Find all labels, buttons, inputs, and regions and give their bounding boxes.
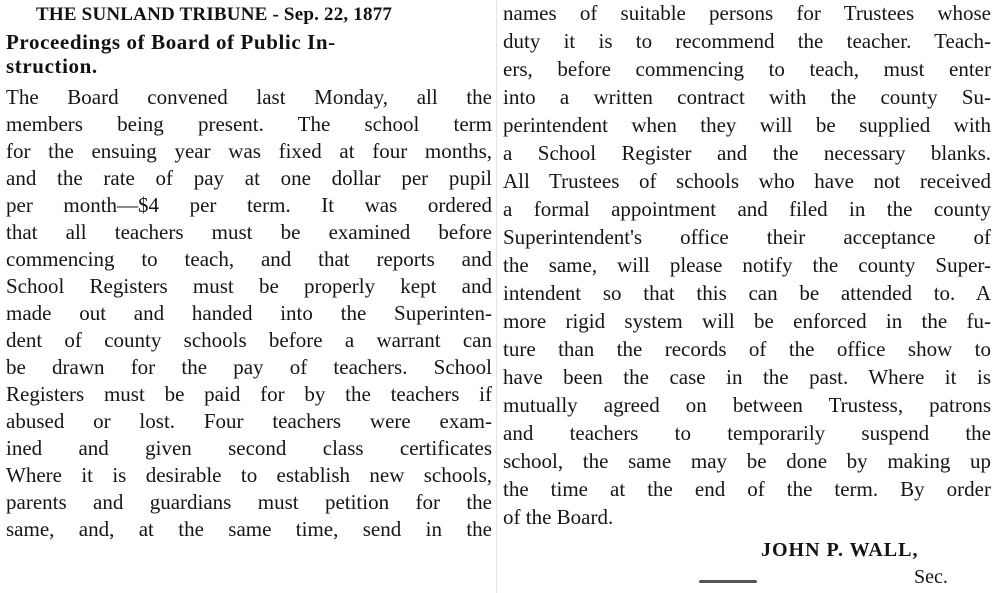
masthead: THE SUNLAND TRIBUNE - Sep. 22, 1877 — [36, 4, 393, 25]
text-line: the time at the end of the term. By order — [503, 477, 991, 501]
text-line: have been the case in the past. Where it is — [503, 365, 991, 389]
text-line: Superintendent's office their acceptance of — [503, 225, 991, 249]
ink-smudge — [699, 580, 757, 583]
headline-line: struction. — [6, 54, 98, 78]
text-line: parents and guardians must petition for the — [6, 490, 492, 514]
text-line: School Registers must be properly kept and — [6, 274, 492, 298]
text-line: intendent so that this can be attended to. A — [503, 281, 991, 305]
text-line: ined and given second class certificates — [6, 436, 492, 460]
text-line: ers, before commencing to teach, must enter — [503, 57, 991, 81]
text-line: abused or lost. Four teachers were exam- — [6, 409, 492, 433]
text-line: more rigid system will be enforced in the fu- — [503, 309, 991, 333]
text-line: per month—$4 per term. It was ordered — [6, 193, 492, 217]
signature-name: JOHN P. WALL, — [761, 539, 919, 561]
text-line: be drawn for the pay of teachers. School — [6, 355, 492, 379]
text-line: members being present. The school term — [6, 112, 492, 136]
text-line: made out and handed into the Superinten- — [6, 301, 492, 325]
article-headline — [6, 30, 492, 78]
text-line: Registers must be paid for by the teachers if — [6, 382, 492, 406]
text-line: same, and, at the same time, send in the — [6, 517, 492, 541]
text-line: a School Register and the necessary blanks. — [503, 141, 991, 165]
text-line: for the ensuing year was fixed at four months, — [6, 139, 492, 163]
text-line: and teachers to temporarily suspend the — [503, 421, 991, 445]
text-line: of the Board. — [503, 505, 614, 529]
headline-line: Proceedings of Board of Public In- — [6, 30, 336, 54]
text-line: into a written contract with the county Su- — [503, 85, 991, 109]
text-line: a formal appointment and filed in the county — [503, 197, 991, 221]
text-line: All Trustees of schools who have not received — [503, 169, 991, 193]
text-line: dent of county schools before a warrant can — [6, 328, 492, 352]
text-line: school, the same may be done by making up — [503, 449, 991, 473]
text-line: that all teachers must be examined before — [6, 220, 492, 244]
text-line: ture than the records of the office show to — [503, 337, 991, 361]
text-line: the same, will please notify the county Super- — [503, 253, 991, 277]
left-column — [6, 0, 492, 593]
text-line: mutually agreed on between Trustess, patrons — [503, 393, 991, 417]
text-line: names of suitable persons for Trustees whose — [503, 1, 991, 25]
right-column — [503, 0, 991, 593]
text-line: commencing to teach, and that reports and — [6, 247, 492, 271]
text-line: and the rate of pay at one dollar per pupil — [6, 166, 492, 190]
signature-title: Sec. — [914, 566, 948, 588]
text-line: Where it is desirable to establish new schools, — [6, 463, 492, 487]
text-line: The Board convened last Monday, all the — [6, 85, 492, 109]
text-line: duty it is to recommend the teacher. Teach- — [503, 29, 991, 53]
column-divider — [496, 0, 497, 593]
text-line: perintendent when they will be supplied with — [503, 113, 991, 137]
